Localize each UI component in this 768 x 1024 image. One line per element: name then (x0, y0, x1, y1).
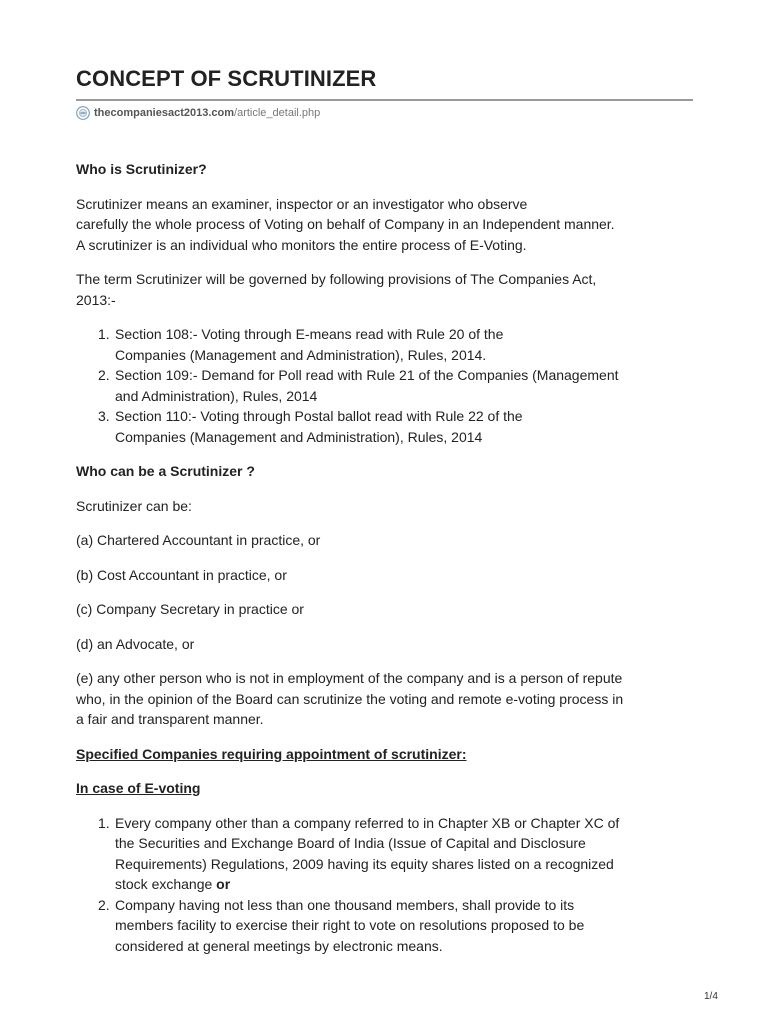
link-icon (76, 106, 90, 120)
text-line: 2013:- (76, 291, 116, 308)
list-number: 3. (98, 408, 110, 424)
e-voting-list (76, 813, 693, 957)
list-number: 1. (98, 814, 110, 831)
subheading-e-voting: In case of E-voting (76, 780, 201, 796)
eligibility-item-d: (d) an Advocate, or (76, 635, 195, 652)
list-number: 2. (98, 367, 110, 383)
article-body (76, 159, 693, 956)
list-item (76, 813, 693, 895)
text-line: Companies (Management and Administration), Rules, 2014. (115, 346, 487, 363)
source-domain[interactable]: thecompaniesact2013.com (94, 107, 235, 119)
eligibility-intro: Scrutinizer can be: (76, 497, 192, 514)
text-line: Every company other than a company referred to in Chapter XB or Chapter XC of (115, 814, 620, 831)
text-line: carefully the whole process of Voting on behalf of Company in an Independent manner. (76, 216, 615, 232)
eligibility-item-c: (c) Company Secretary in practice or (76, 601, 304, 617)
text-line: (e) any other person who is not in employment of the company and is a person of repute (76, 670, 623, 686)
text-line: The term Scrutinizer will be governed by following provisions of The Companies Act, (76, 271, 597, 287)
list-number: 2. (98, 896, 110, 913)
list-item (76, 895, 693, 957)
source-path[interactable]: /article_detail.php (234, 107, 321, 119)
text-line: a fair and transparent manner. (76, 711, 264, 727)
governing-provisions-paragraph (76, 269, 693, 310)
heading-who-can-be-scrutinizer: Who can be a Scrutinizer ? (76, 463, 255, 479)
eligibility-item-e (76, 668, 693, 730)
heading-who-is-scrutinizer: Who is Scrutinizer? (76, 161, 207, 177)
bold-or: or (216, 876, 231, 892)
text-line: Scrutinizer means an examiner, inspector or an investigator who observe (76, 195, 528, 212)
list-item (76, 324, 693, 365)
text-line: Section 109:- Demand for Poll read with Rule 21 of the Companies (Management (115, 367, 619, 383)
provisions-list (76, 324, 693, 447)
text-line: Section 110:- Voting through Postal ballot read with Rule 22 of the (115, 408, 523, 424)
definition-paragraph (76, 194, 693, 256)
text-line: Requirements) Regulations, 2009 having its equity shares listed on a recognized (115, 855, 614, 872)
title-divider (76, 99, 693, 101)
text-line: considered at general meetings by electronic means. (115, 937, 443, 954)
text-line: Companies (Management and Administration), Rules, 2014 (115, 428, 483, 445)
page-number: 1/4 (704, 991, 718, 1002)
text-line: and Administration), Rules, 2014 (115, 387, 318, 404)
text-line: A scrutinizer is an individual who monitors the entire process of E-Voting. (76, 236, 527, 253)
text-line: stock exchange (115, 876, 217, 892)
eligibility-item-b: (b) Cost Accountant in practice, or (76, 566, 287, 583)
text-line: Company having not less than one thousand members, shall provide to its (115, 896, 575, 913)
heading-specified-companies: Specified Companies requiring appointment of scrutinizer: (76, 745, 467, 762)
text-line: members facility to exercise their right to vote on resolutions proposed to be (115, 917, 585, 933)
page-title: CONCEPT OF SCRUTINIZER (76, 66, 377, 91)
eligibility-item-a: (a) Chartered Accountant in practice, or (76, 532, 321, 548)
list-number: 1. (98, 326, 110, 342)
text-line: Section 108:- Voting through E-means read with Rule 20 of the (115, 326, 504, 342)
list-item (76, 365, 693, 406)
source-link[interactable] (76, 106, 320, 120)
text-line: the Securities and Exchange Board of India (Issue of Capital and Disclosure (115, 835, 586, 851)
list-item (76, 406, 693, 447)
text-line: who, in the opinion of the Board can scrutinize the voting and remote e-voting process in (76, 690, 624, 707)
